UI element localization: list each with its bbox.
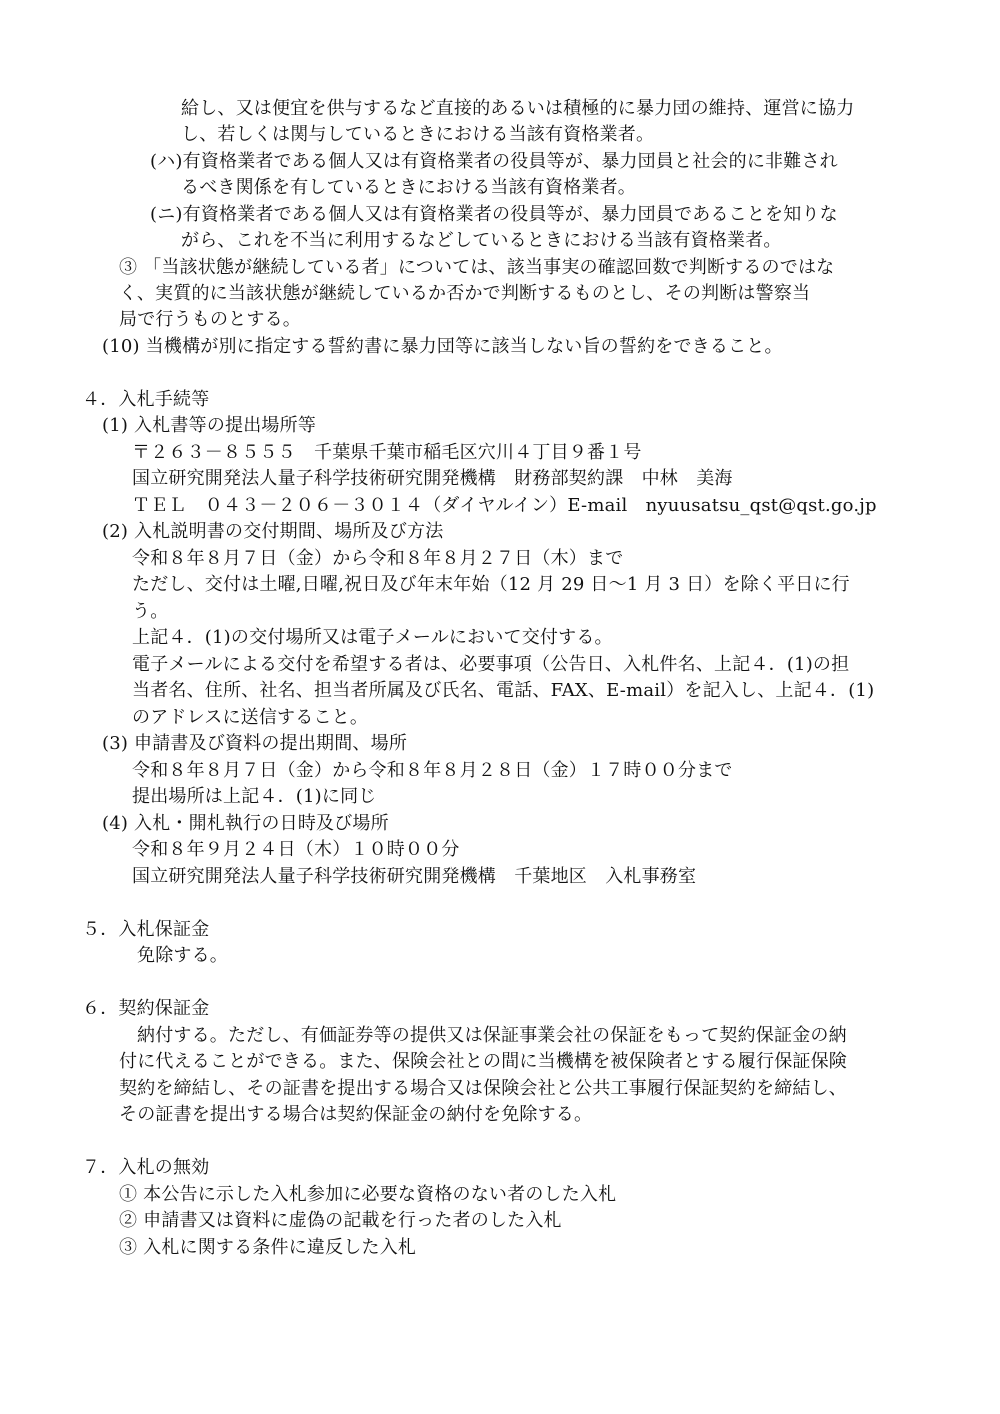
list-item: ① 本公告に示した入札参加に必要な資格のない者のした入札 <box>119 1184 617 1205</box>
subsection-heading: (4) 入札・開札執行の日時及び場所 <box>102 813 389 834</box>
text-line: 免除する。 <box>137 945 228 966</box>
subsection-heading: (1) 入札書等の提出場所等 <box>102 415 317 436</box>
text-line: 上記４．(1)の交付場所又は電子メールにおいて交付する。 <box>132 627 613 648</box>
section-heading: ４．入札手続等 <box>82 389 210 410</box>
text-line: るべき関係を有しているときにおける当該有資格業者。 <box>181 177 636 198</box>
text-line: ③ 「当該状態が継続している者」については、該当事実の確認回数で判断するのではな <box>119 257 835 278</box>
section-heading: ７．入札の無効 <box>82 1157 210 1178</box>
text-line: 局で行うものとする。 <box>119 309 301 330</box>
text-line: 令和８年９月２４日（木）１０時００分 <box>132 839 460 860</box>
text-line: ＴＥＬ ０４３－２０６－３０１４（ダイヤルイン）E-mail nyuusatsu_qst@qst.go.jp <box>132 495 877 516</box>
text-line: のアドレスに送信すること。 <box>132 707 369 728</box>
text-line: ただし、交付は土曜,日曜,祝日及び年末年始（12 月 29 日～1 月 3 日）を除く平日に行 <box>132 574 850 595</box>
section-heading: ５．入札保証金 <box>82 919 210 940</box>
text-line: 契約を締結し、その証書を提出する場合又は保険会社と公共工事履行保証契約を締結し、 <box>119 1078 847 1099</box>
text-line: 国立研究開発法人量子科学技術研究開発機構 千葉地区 入札事務室 <box>132 866 697 887</box>
subsection-heading: (3) 申請書及び資料の提出期間、場所 <box>102 733 408 754</box>
list-item: ③ 入札に関する条件に違反した入札 <box>119 1237 417 1258</box>
subsection-heading: (2) 入札説明書の交付期間、場所及び方法 <box>102 521 444 542</box>
text-line: 給し、又は便宜を供与するなど直接的あるいは積極的に暴力団の維持、運営に協力 <box>181 98 855 119</box>
text-line: 電子メールによる交付を希望する者は、必要事項（公告日、入札件名、上記４．(1)の担 <box>132 654 850 675</box>
text-line: 国立研究開発法人量子科学技術研究開発機構 財務部契約課 中林 美海 <box>132 468 733 489</box>
text-line: (10) 当機構が別に指定する誓約書に暴力団等に該当しない旨の誓約をできること。 <box>102 336 783 357</box>
text-line: 令和８年８月７日（金）から令和８年８月２７日（木）まで <box>132 548 624 569</box>
text-line: (ハ)有資格業者である個人又は有資格業者の役員等が、暴力団員と社会的に非難され <box>150 151 838 172</box>
text-line: 令和８年８月７日（金）から令和８年８月２８日（金）１７時００分まで <box>132 760 733 781</box>
text-line: (ニ)有資格業者である個人又は有資格業者の役員等が、暴力団員であることを知りな <box>150 204 838 225</box>
text-line: う。 <box>132 601 169 622</box>
text-line: く、実質的に当該状態が継続しているか否かで判断するものとし、その判断は警察当 <box>119 283 811 304</box>
text-line: 提出場所は上記４．(1)に同じ <box>132 786 377 807</box>
text-line: 〒２６３－８５５５ 千葉県千葉市稲毛区穴川４丁目９番１号 <box>132 442 642 463</box>
list-item: ② 申請書又は資料に虚偽の記載を行った者のした入札 <box>119 1210 562 1231</box>
text-line: 納付する。ただし、有価証券等の提供又は保証事業会社の保証をもって契約保証金の納 <box>137 1025 847 1046</box>
text-line: し、若しくは関与しているときにおける当該有資格業者。 <box>181 124 655 145</box>
text-line: がら、これを不当に利用するなどしているときにおける当該有資格業者。 <box>181 230 782 251</box>
text-line: 付に代えることができる。また、保険会社との間に当機構を被保険者とする履行保証保険 <box>119 1051 847 1072</box>
section-heading: ６．契約保証金 <box>82 998 210 1019</box>
text-line: その証書を提出する場合は契約保証金の納付を免除する。 <box>119 1104 593 1125</box>
text-line: 当者名、住所、社名、担当者所属及び氏名、電話、FAX、E-mail）を記入し、上記４．(1) <box>132 680 875 701</box>
